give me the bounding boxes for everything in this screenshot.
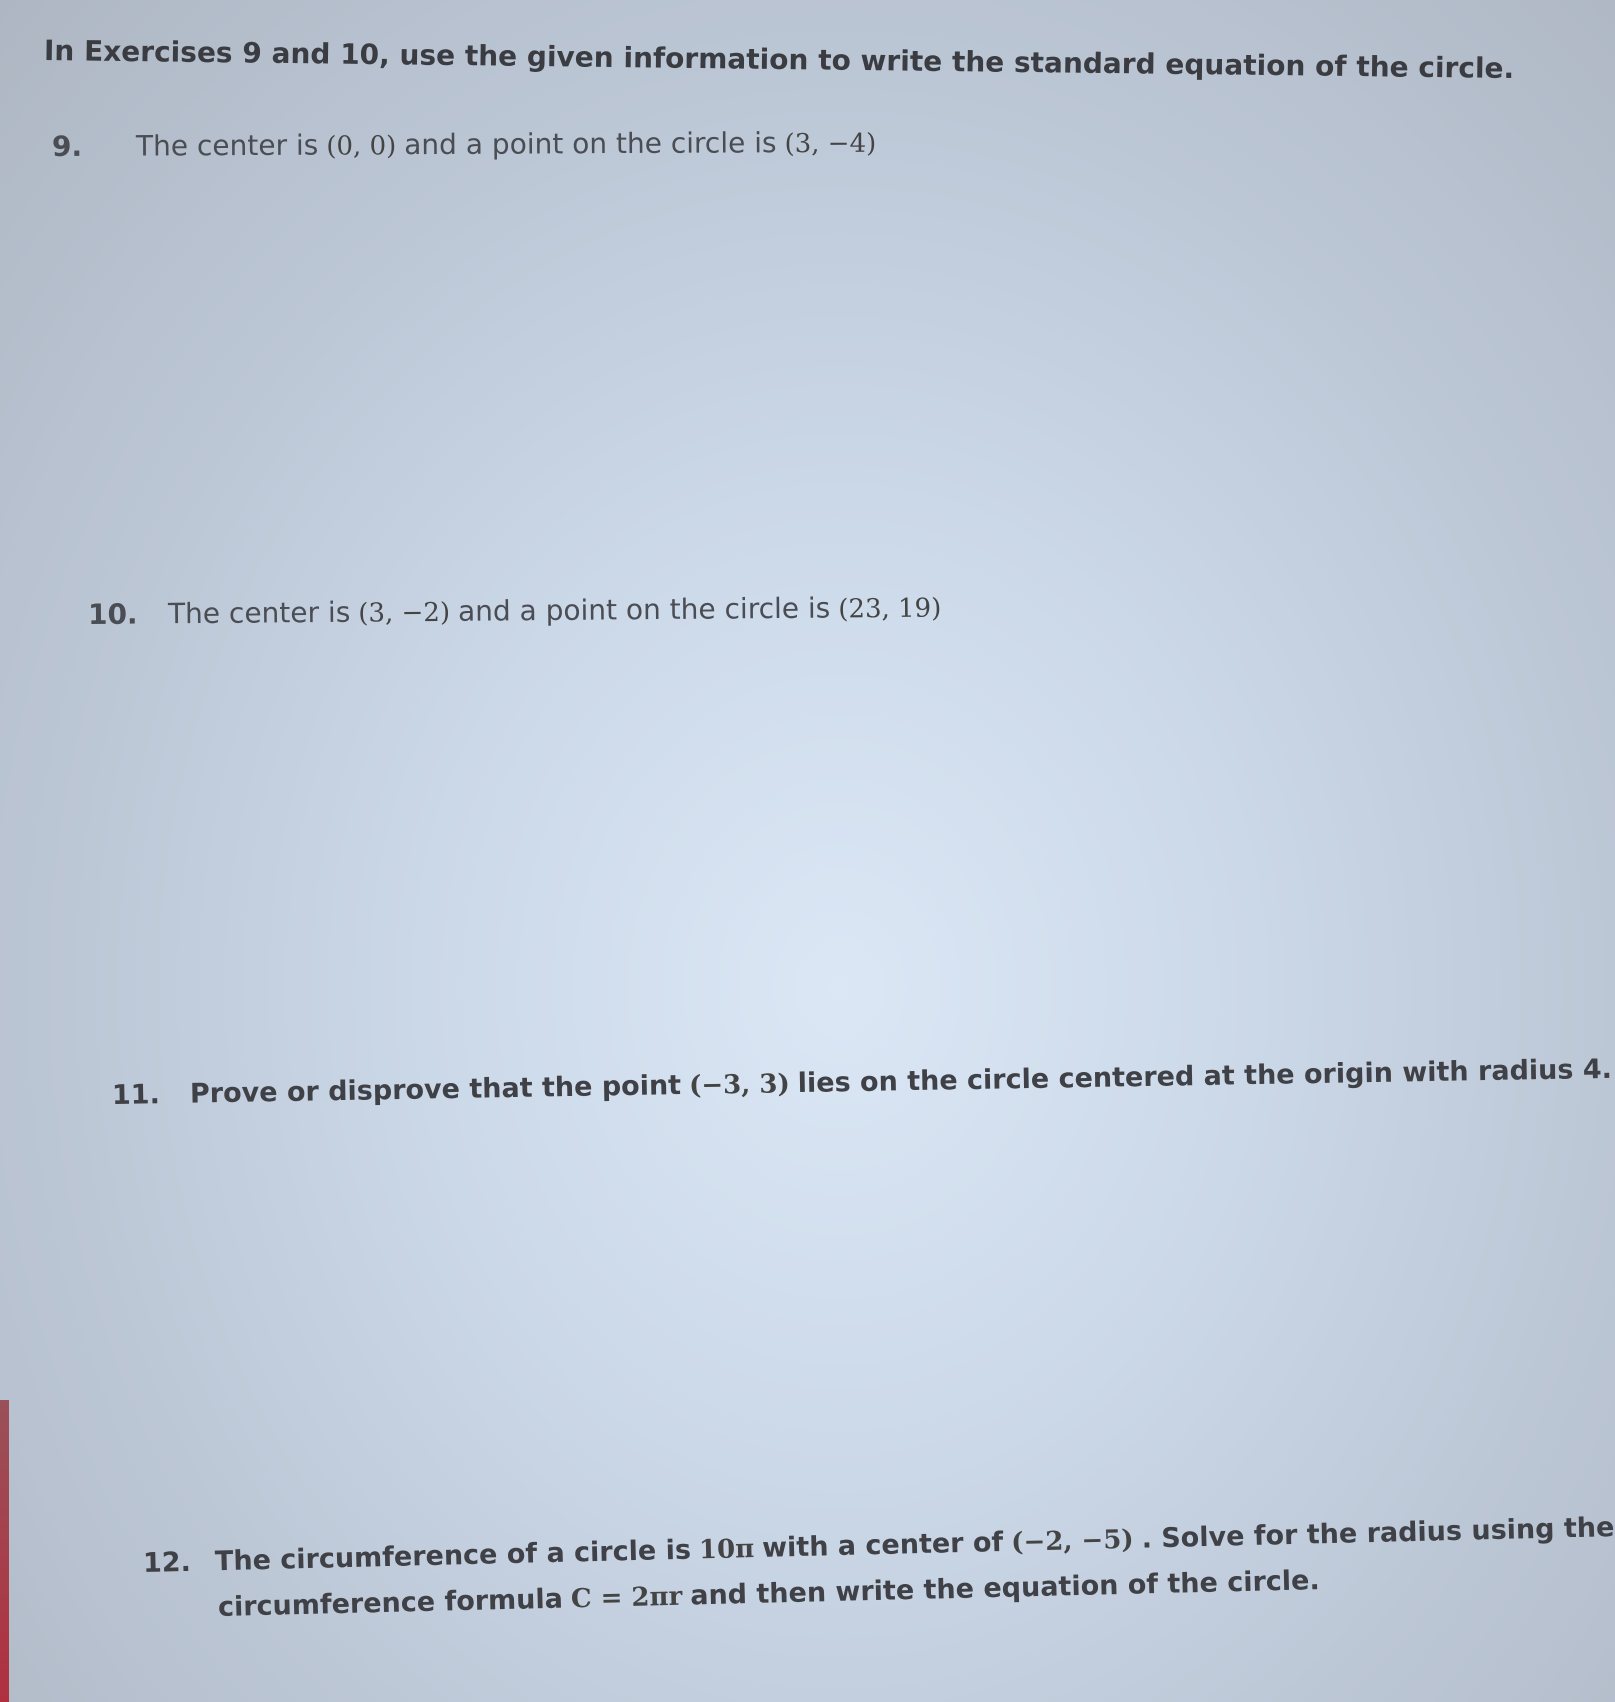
exercise-11 xyxy=(112,1054,1612,1111)
instructions: In Exercises 9 and 10, use the given information to write the standard equation of the circle. xyxy=(43,34,1515,85)
exercise-10 xyxy=(88,590,950,631)
exercise-9 xyxy=(52,126,884,163)
exercise-12 xyxy=(143,1512,1615,1579)
math-expression: (−3, 3) xyxy=(688,1069,791,1101)
math-expression: (0, 0) xyxy=(326,131,397,162)
exercise-text: lies on the circle centered at the origin with radius 4. xyxy=(797,1053,1613,1100)
exercise-number: 11. xyxy=(111,1079,161,1111)
exercise-12-line-2 xyxy=(218,1565,1320,1623)
exercise-text: circumference formula xyxy=(217,1583,564,1623)
desk-edge xyxy=(0,1400,9,1702)
math-expression: C = 2πr xyxy=(570,1581,683,1615)
exercise-text: and then write the equation of the circle. xyxy=(689,1565,1321,1612)
exercise-text: The center is xyxy=(135,128,319,163)
math-expression: (3, −2) xyxy=(358,597,451,629)
exercise-text: The center is xyxy=(167,595,351,631)
exercise-number: 9. xyxy=(51,129,83,163)
math-expression: 10π xyxy=(698,1534,755,1566)
math-expression: (3, −4) xyxy=(784,128,877,160)
exercise-number: 10. xyxy=(87,597,138,631)
exercise-number: 12. xyxy=(142,1546,192,1579)
exercise-text: and a point on the circle is xyxy=(457,591,831,628)
exercise-text: Prove or disprove that the point xyxy=(189,1070,682,1110)
math-expression: (−2, −5) xyxy=(1010,1524,1135,1558)
exercise-text: . Solve for the radius using the xyxy=(1141,1512,1615,1555)
exercise-text: The circumference of a circle is xyxy=(214,1534,692,1578)
exercise-text: and a point on the circle is xyxy=(404,126,777,162)
math-expression: (23, 19) xyxy=(838,593,942,625)
exercise-text: with a center of xyxy=(761,1526,1004,1564)
